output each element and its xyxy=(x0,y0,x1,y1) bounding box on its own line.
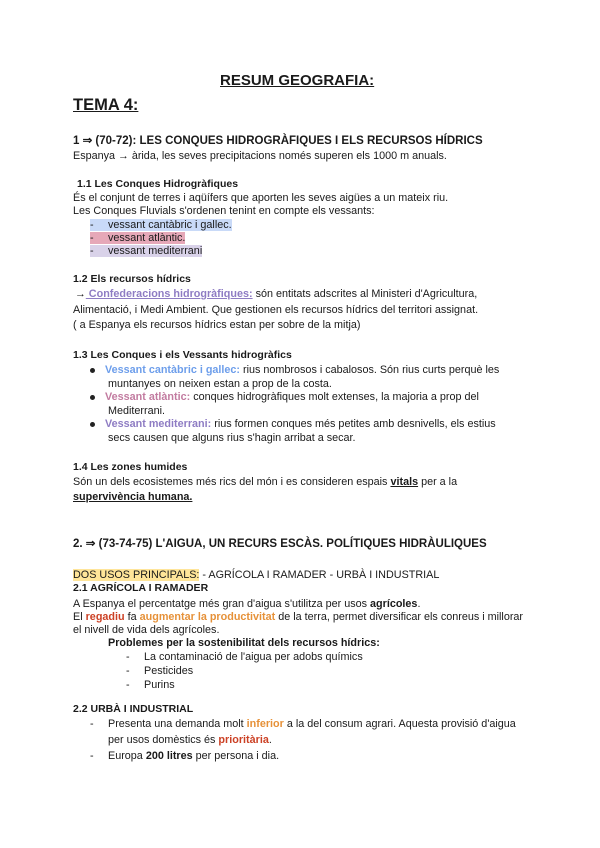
bullet-mediterrani: Vessant mediterrani: rius formen conques més petites amb desnivells, els estius xyxy=(90,417,496,431)
urba-bullet-1: - Presenta una demanda molt inferior a la del consum agrari. Aquesta provisió d'aigua xyxy=(90,718,516,730)
section-1-2-line1: → Confederacions hidrogràfiques: són entitats adscrites al Ministeri d'Agricultura, xyxy=(75,288,478,300)
section-1-4-line2: supervivència humana. xyxy=(73,491,193,503)
section-2-1-line1: A Espanya el percentatge més gran d'aigua s'utilitza per usos agrícoles. xyxy=(73,598,421,610)
tema-heading: TEMA 4: xyxy=(73,96,139,114)
bullet-cantabric-cont: muntanyes on neixen estan a prop de la costa. xyxy=(108,378,332,390)
bullet-icon xyxy=(90,368,95,373)
vessant-item-1: - vessant cantàbric i gallec. xyxy=(90,219,232,231)
section-1-2-line3: ( a Espanya els recursos hídrics estan per sobre de la mitja) xyxy=(73,319,361,331)
section-1-4-heading: 1.4 Les zones humides xyxy=(73,461,188,473)
problem-item-2: - Pesticides xyxy=(126,665,194,677)
problems-heading: Problemes per la sostenibilitat dels recursos hídrics: xyxy=(108,637,380,649)
section-1-intro: Espanya → àrida, les seves precipitacions només superen els 1000 m anuals. xyxy=(73,150,447,162)
section-1-2-line2: Alimentació, i Medi Ambient. Que gestionen els recursos hídrics del territori assignat. xyxy=(73,304,479,316)
section-2-1-line2: El regadiu fa augmentar la productivitat de la terra, permet diversificar els conreus i millorar xyxy=(73,611,524,623)
vessant-item-3: - vessant mediterrani xyxy=(90,245,203,257)
section-1-4-line1: Són un dels ecosistemes més rics del món i es consideren espais vitals per a la xyxy=(73,476,458,488)
problem-item-3: - Purins xyxy=(126,679,175,691)
section-1-2-heading: 1.2 Els recursos hídrics xyxy=(73,273,191,285)
urba-bullet-1-cont: per usos domèstics és prioritària. xyxy=(108,734,272,746)
section-2-1-heading: 2.1 AGRÍCOLA I RAMADER xyxy=(73,582,209,594)
section-2-1-line3: el nivell de vida dels agrícoles. xyxy=(73,624,220,636)
problem-item-1: - La contaminació de l'aigua per adobs químics xyxy=(126,651,363,663)
bullet-cantabric: Vessant cantàbric i gallec: rius nombrosos i cabalosos. Són rius curts perquè les xyxy=(90,363,499,377)
dos-usos-line: DOS USOS PRINCIPALS: - AGRÍCOLA I RAMADER - URBÀ I INDUSTRIAL xyxy=(73,569,440,581)
section-1-heading: 1 ⇒ (70-72): LES CONQUES HIDROGRÀFIQUES I ELS RECURSOS HÍDRICS xyxy=(73,135,483,147)
vessant-item-2: - vessant atlàntic. xyxy=(90,232,186,244)
bullet-atlantic-cont: Mediterrani. xyxy=(108,405,166,417)
bullet-mediterrani-cont: secs causen que alguns rius s'hagin arribat a secar. xyxy=(108,432,356,444)
section-1-1-line2: Les Conques Fluvials s'ordenen tenint en compte els vessants: xyxy=(73,205,375,217)
section-2-heading: 2. ⇒ (73-74-75) L'AIGUA, UN RECURS ESCÀS. POLÍTIQUES HIDRÀULIQUES xyxy=(73,538,487,550)
section-2-2-heading: 2.2 URBÀ I INDUSTRIAL xyxy=(73,703,194,715)
bullet-icon xyxy=(90,395,95,400)
section-1-1-heading: 1.1 Les Conques Hidrogràfiques xyxy=(77,178,239,190)
section-1-1-line1: És el conjunt de terres i aqüífers que aporten les seves aigües a un mateix riu. xyxy=(73,192,449,204)
urba-bullet-2: - Europa 200 litres per persona i dia. xyxy=(90,750,280,762)
confederacions-link: Confederacions hidrogràfiques: xyxy=(85,288,253,300)
document-title: RESUM GEOGRAFIA: xyxy=(220,72,375,89)
section-1-3-heading: 1.3 Les Conques i els Vessants hidrogràfics xyxy=(73,349,292,361)
bullet-atlantic: Vessant atlàntic: conques hidrogràfiques molt extenses, la majoria a prop del xyxy=(90,390,479,404)
bullet-icon xyxy=(90,422,95,427)
